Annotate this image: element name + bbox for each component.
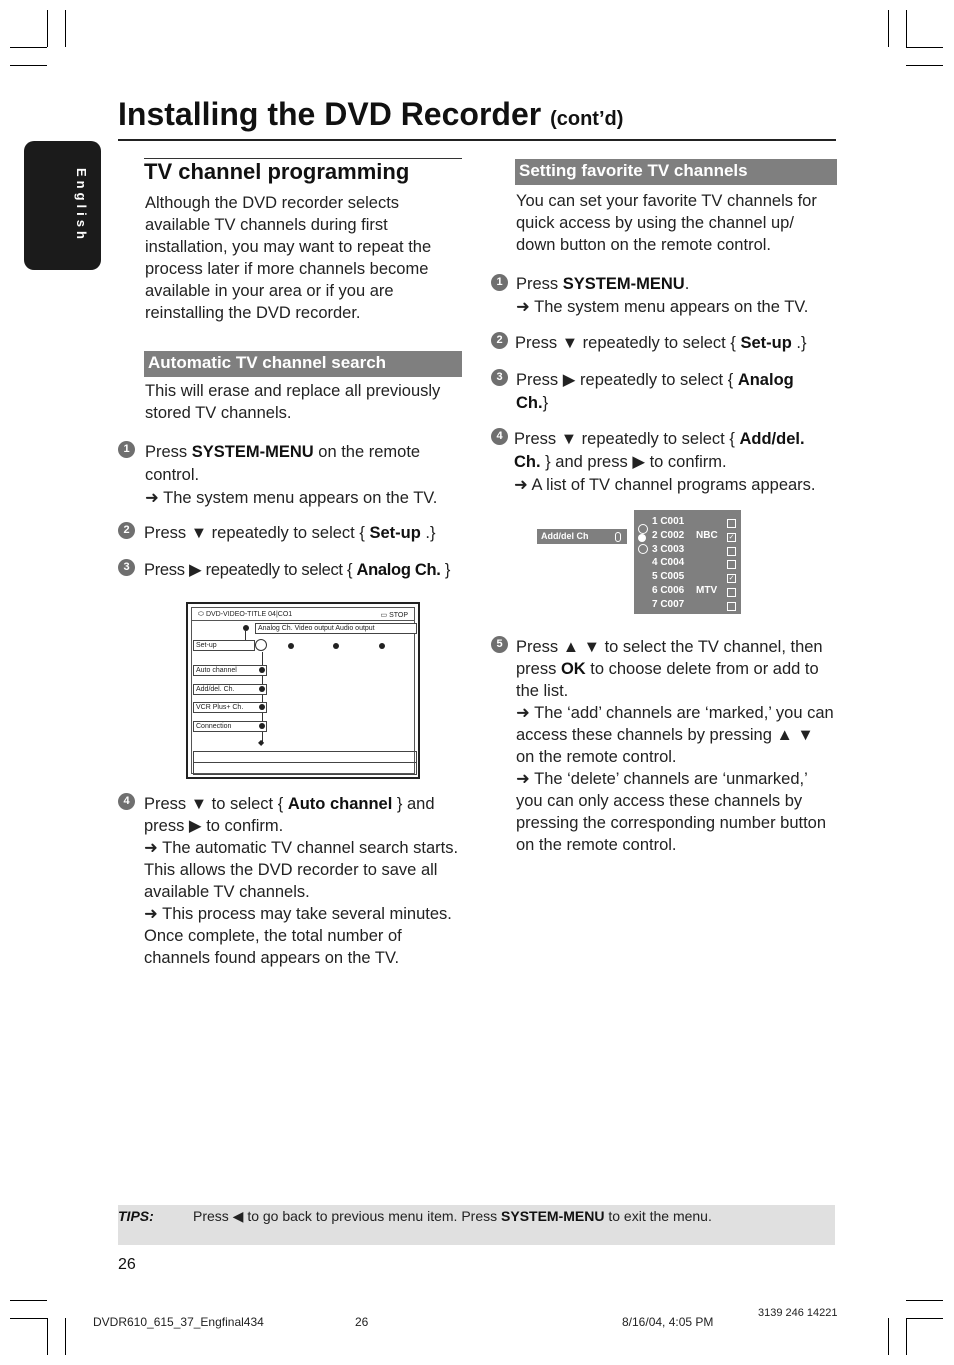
channel-name: 3 C003 <box>652 543 685 555</box>
menu-node <box>259 704 265 710</box>
crop-mark <box>10 1318 47 1319</box>
step-number: 1 <box>491 274 508 291</box>
step-text: Press SYSTEM-MENU on the remote control. ➜ The system menu appears on the TV. <box>145 443 438 507</box>
unchecked-box-icon[interactable] <box>727 602 736 611</box>
page-title-sub: (cont’d) <box>550 108 624 130</box>
tips-bar <box>118 1205 835 1245</box>
footer-page: 26 <box>355 1315 369 1329</box>
footer-file: DVDR610_615_37_Engfinal434 <box>93 1315 264 1329</box>
crop-mark <box>47 1318 48 1355</box>
menu-setup-item: Set-up <box>193 640 255 651</box>
channel-name: 1 C001 <box>652 516 685 527</box>
band-note: This will erase and replace all previously stored TV channels. <box>145 382 441 422</box>
step-result: ➜ The system menu appears on the TV. <box>145 489 438 507</box>
step-result: ➜ This process may take several minutes. Once complete, the total number of channels found appears on the TV. <box>144 905 452 967</box>
step-result: ➜ The automatic TV channel search starts. This allows the DVD recorder to save all available TV channels. <box>144 839 459 901</box>
language-tab-label: English <box>74 168 89 243</box>
menu-node <box>333 643 339 649</box>
crop-mark <box>47 10 48 47</box>
crop-mark <box>10 1300 47 1301</box>
menu-node <box>379 643 385 649</box>
step-number: 3 <box>118 559 135 576</box>
language-tab <box>24 141 101 270</box>
channel-tag: NBC <box>696 529 718 541</box>
intro-paragraph: Although the DVD recorder selects available TV channels during first installation, you may want to repeat the process later if more channels become available in your area or if you are reinstalling the DVD recorder. <box>145 194 432 322</box>
crop-mark <box>10 47 47 48</box>
crop-mark <box>906 1318 943 1319</box>
up-arrow-icon <box>638 524 648 534</box>
channel-tag: MTV <box>696 585 718 596</box>
menu-info-box <box>193 751 417 775</box>
step-number: 4 <box>118 793 135 810</box>
down-arrow-icon <box>638 544 648 554</box>
unchecked-box-icon[interactable] <box>727 519 736 528</box>
crop-mark <box>10 65 47 66</box>
channel-name: 7 C007 <box>652 598 685 610</box>
step-text: Press ▼ repeatedly to select { Add/del. Ch. } and press ▶ to confirm. ➜ A list of TV channel programs appears. <box>514 430 816 494</box>
step-result: ➜ The system menu appears on the TV. <box>516 298 809 316</box>
step-number: 2 <box>491 332 508 349</box>
crop-mark <box>906 47 943 48</box>
channel-name: 6 C006 <box>652 585 685 596</box>
step-result: ➜ The ‘add’ channels are ‘marked,’ you can access these channels by pressing ▲ ▼ on the remote control. <box>516 704 834 766</box>
step-result: ➜ The ‘delete’ channels are ‘unmarked,’ you can only access these channels by pressing the corresponding number button on the remote control. <box>516 770 827 854</box>
setup-menu-screenshot <box>186 602 420 779</box>
tips-label: TIPS: <box>118 1208 154 1224</box>
menu-disc-info: ⬭ DVD-VIDEO-TITLE 04|CO1 <box>198 611 293 618</box>
menu-node <box>288 643 294 649</box>
crop-mark <box>906 65 943 66</box>
subsection-band: Automatic TV channel search <box>144 351 462 377</box>
crop-mark <box>906 1318 907 1355</box>
channel-name: 4 C004 <box>652 557 685 569</box>
section-heading: TV channel programming <box>144 159 410 184</box>
checked-box-icon[interactable]: ✓ <box>728 575 735 583</box>
footer-date: 8/16/04, 4:05 PM <box>622 1315 714 1329</box>
crop-mark <box>906 10 907 47</box>
add-del-menu-label: Add/del Ch <box>537 529 627 544</box>
menu-node <box>259 686 265 692</box>
step-text: Press ▶ repeatedly to select { Analog Ch.} <box>516 371 794 412</box>
intro-paragraph: You can set your favorite TV channels for quick access by using the channel up/ down button on the remote control. <box>516 192 817 254</box>
crop-mark <box>888 10 889 47</box>
channel-row[interactable] <box>652 599 684 610</box>
menu-tabs: Analog Ch. Video output Audio output <box>255 623 417 634</box>
menu-node <box>259 667 265 673</box>
checked-box-icon[interactable]: ✓ <box>728 533 735 541</box>
cursor-icon <box>638 534 646 542</box>
menu-item-auto-channel: Auto channel <box>193 665 267 676</box>
menu-node <box>259 723 265 729</box>
step-text: Press ▼ repeatedly to select { Set-up .} <box>144 524 436 542</box>
step-text: Press ▼ repeatedly to select { Set-up .} <box>515 334 807 352</box>
step-number: 5 <box>491 636 508 653</box>
crop-mark <box>888 1318 889 1355</box>
subsection-band: Setting favorite TV channels <box>515 159 837 185</box>
step-result: ➜ A list of TV channel programs appears. <box>514 476 816 494</box>
channel-row[interactable] <box>652 557 684 568</box>
tips-text: Press ◀ to go back to previous menu item. Press SYSTEM-MENU to exit the menu. <box>193 1208 712 1224</box>
channel-list <box>634 510 741 614</box>
channel-name: 2 C002 <box>652 529 685 541</box>
channel-row[interactable] <box>652 529 718 541</box>
title-rule <box>118 139 836 141</box>
step-number: 1 <box>118 441 135 458</box>
step-text: Press ▲ ▼ to select the TV channel, then press OK to choose delete from or add to the list. ➜ The ‘add’ channels are ‘marked,’ you can access these channels by pressing ▲ ▼ on the remote control. ➜ The ‘delete’ channels are ‘unmarked,’ you can only access these channels by pressing the corresponding number button on the remote control. <box>516 638 834 854</box>
menu-status: ▭ STOP <box>380 612 408 619</box>
page-number: 26 <box>118 1256 136 1273</box>
step-text: Press SYSTEM-MENU. ➜ The system menu appears on the TV. <box>516 275 809 316</box>
step-number: 3 <box>491 369 508 386</box>
unchecked-box-icon[interactable] <box>727 560 736 569</box>
step-number: 4 <box>491 428 508 445</box>
menu-cursor-icon <box>255 639 267 651</box>
page-title: Installing the DVD Recorder (cont’d) <box>118 96 624 132</box>
channel-row[interactable] <box>652 571 684 582</box>
step-number: 2 <box>118 522 135 539</box>
crop-mark <box>906 1300 943 1301</box>
menu-down-icon: ◆ <box>258 738 265 747</box>
step-text: Press ▶ repeatedly to select { Analog Ch. } <box>144 561 451 579</box>
menu-item-connection: Connection <box>193 721 267 732</box>
step-text: Press ▼ to select { Auto channel } and press ▶ to confirm. ➜ The automatic TV channel search starts. This allows the DVD recorder to save all available TV channels. ➜ This process may take several minutes. Once complete, the total number of channels found appears on the TV. <box>144 795 459 967</box>
unchecked-box-icon[interactable] <box>727 588 736 597</box>
channel-name: 5 C005 <box>652 571 685 583</box>
crop-mark <box>65 1318 66 1355</box>
menu-node <box>243 625 249 631</box>
channel-row[interactable] <box>652 516 684 527</box>
footer-code: 3139 246 14221 <box>758 1307 838 1319</box>
menu-item-add-del: Add/del. Ch. <box>193 684 267 695</box>
menu-item-vcr-plus: VCR Plus+ Ch. <box>193 702 267 713</box>
channel-row[interactable] <box>652 585 718 596</box>
channel-row[interactable] <box>652 544 684 555</box>
crop-mark <box>65 10 66 47</box>
unchecked-box-icon[interactable] <box>727 547 736 556</box>
